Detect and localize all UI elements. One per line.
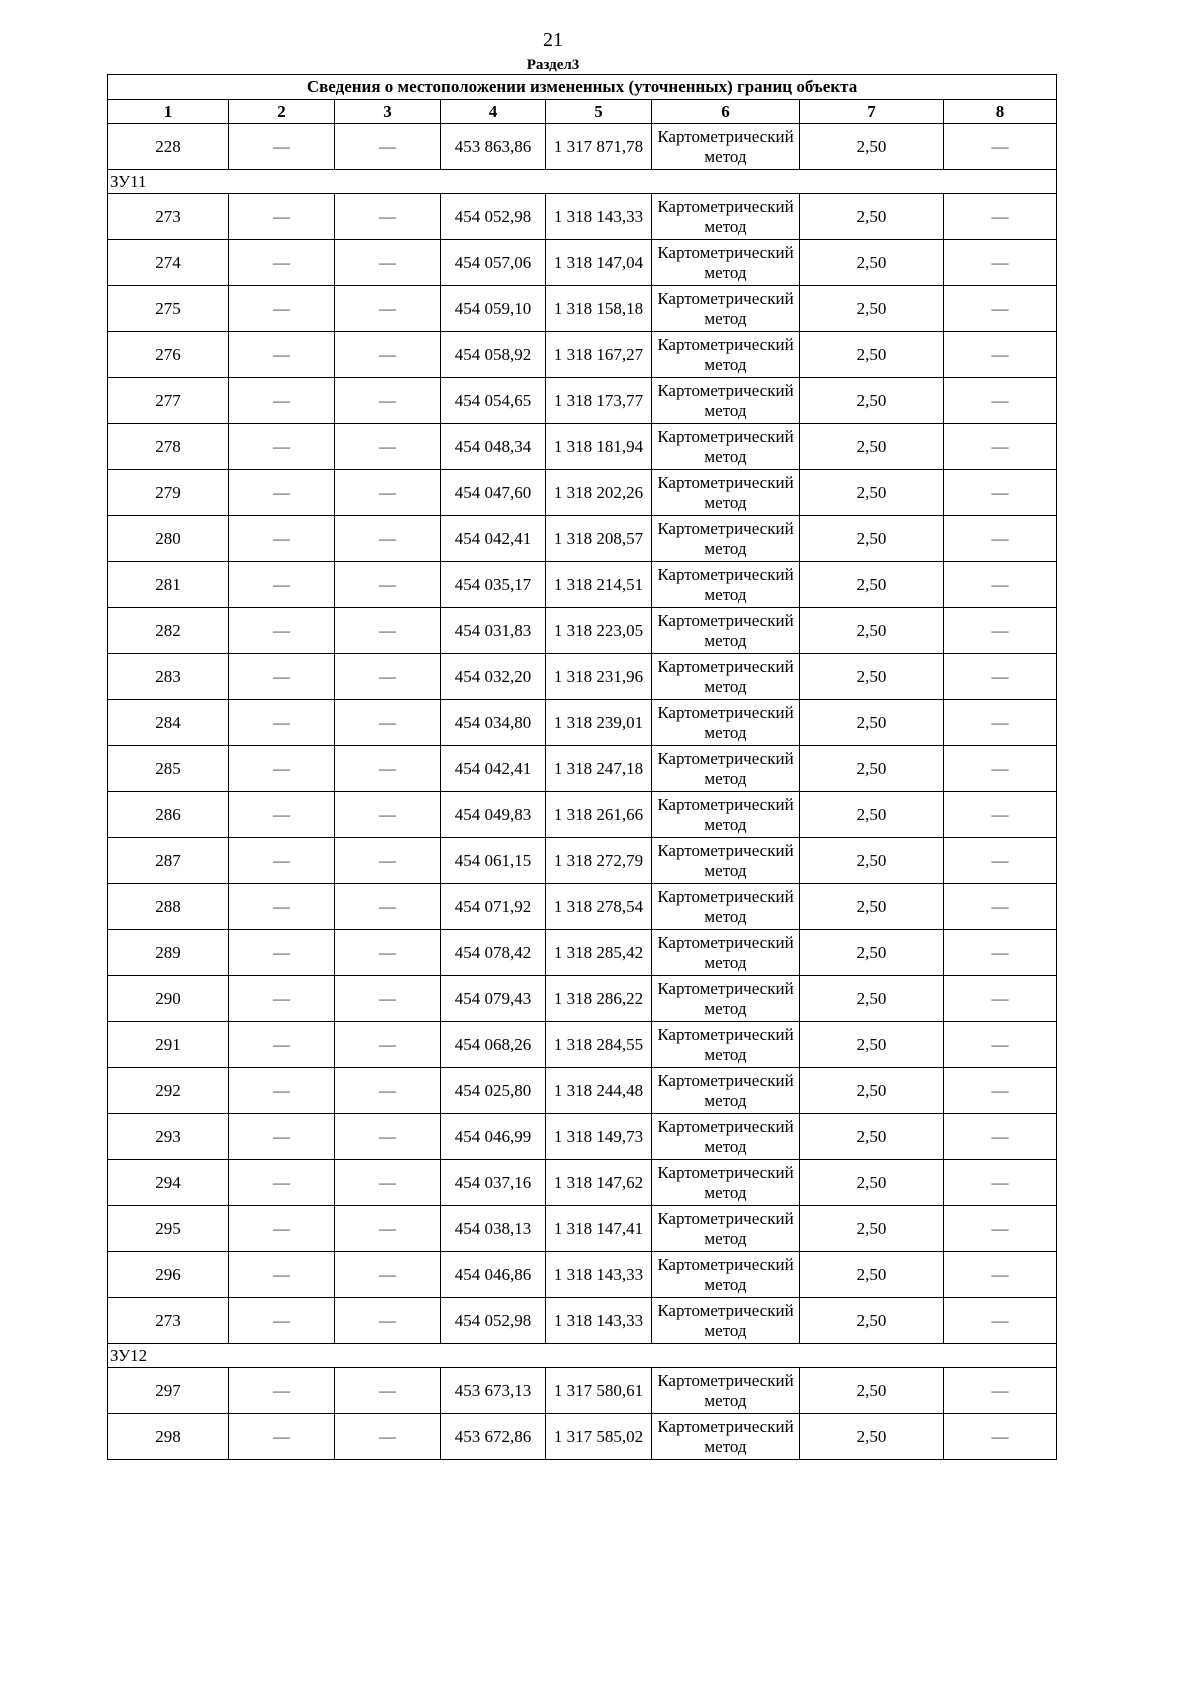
- point-number-cell: 288: [108, 884, 229, 930]
- table-row: [108, 976, 1057, 1022]
- col2-cell: —: [229, 240, 335, 286]
- table-row: [108, 700, 1057, 746]
- point-number-cell: 283: [108, 654, 229, 700]
- col8-cell: —: [944, 240, 1057, 286]
- col3-cell: —: [335, 194, 441, 240]
- col8-cell: —: [944, 608, 1057, 654]
- point-number-cell: 274: [108, 240, 229, 286]
- point-number-cell: 278: [108, 424, 229, 470]
- col2-cell: —: [229, 286, 335, 332]
- y-coordinate-cell: 1 318 231,96: [546, 654, 652, 700]
- col8-cell: —: [944, 194, 1057, 240]
- method-cell: Картометрический метод: [652, 1368, 800, 1414]
- x-coordinate-cell: 454 052,98: [441, 194, 546, 240]
- col8-cell: —: [944, 838, 1057, 884]
- point-number-cell: 295: [108, 1206, 229, 1252]
- precision-cell: 2,50: [800, 424, 944, 470]
- y-coordinate-cell: 1 318 143,33: [546, 1252, 652, 1298]
- table-row: [108, 1252, 1057, 1298]
- column-number: 1: [108, 100, 229, 124]
- x-coordinate-cell: 454 034,80: [441, 700, 546, 746]
- x-coordinate-cell: 454 025,80: [441, 1068, 546, 1114]
- point-number-cell: 293: [108, 1114, 229, 1160]
- method-cell: Картометрический метод: [652, 1068, 800, 1114]
- y-coordinate-cell: 1 318 158,18: [546, 286, 652, 332]
- col2-cell: —: [229, 124, 335, 170]
- section-title: Раздел3: [526, 57, 580, 73]
- point-number-cell: 285: [108, 746, 229, 792]
- col3-cell: —: [335, 654, 441, 700]
- col8-cell: —: [944, 930, 1057, 976]
- column-number: 3: [335, 100, 441, 124]
- precision-cell: 2,50: [800, 976, 944, 1022]
- col3-cell: —: [335, 562, 441, 608]
- col2-cell: —: [229, 1114, 335, 1160]
- y-coordinate-cell: 1 318 284,55: [546, 1022, 652, 1068]
- point-number-cell: 287: [108, 838, 229, 884]
- method-cell: Картометрический метод: [652, 1206, 800, 1252]
- y-coordinate-cell: 1 318 286,22: [546, 976, 652, 1022]
- col8-cell: —: [944, 1414, 1057, 1460]
- table-row: [108, 424, 1057, 470]
- y-coordinate-cell: 1 318 272,79: [546, 838, 652, 884]
- precision-cell: 2,50: [800, 1368, 944, 1414]
- method-cell: Картометрический метод: [652, 470, 800, 516]
- table-row: [108, 1368, 1057, 1414]
- point-number-cell: 292: [108, 1068, 229, 1114]
- column-number: 8: [944, 100, 1057, 124]
- x-coordinate-cell: 454 037,16: [441, 1160, 546, 1206]
- y-coordinate-cell: 1 318 202,26: [546, 470, 652, 516]
- x-coordinate-cell: 454 035,17: [441, 562, 546, 608]
- x-coordinate-cell: 453 863,86: [441, 124, 546, 170]
- col8-cell: —: [944, 1368, 1057, 1414]
- col3-cell: —: [335, 1368, 441, 1414]
- col3-cell: —: [335, 1160, 441, 1206]
- col8-cell: —: [944, 884, 1057, 930]
- column-numbers-row: [108, 100, 1057, 124]
- column-number: 2: [229, 100, 335, 124]
- method-cell: Картометрический метод: [652, 194, 800, 240]
- method-cell: Картометрический метод: [652, 1114, 800, 1160]
- precision-cell: 2,50: [800, 1252, 944, 1298]
- precision-cell: 2,50: [800, 286, 944, 332]
- precision-cell: 2,50: [800, 516, 944, 562]
- point-number-cell: 279: [108, 470, 229, 516]
- group-label: ЗУ12: [108, 1344, 1057, 1368]
- boundary-coordinates-table: [107, 74, 1057, 1460]
- precision-cell: 2,50: [800, 930, 944, 976]
- group-row: [108, 1344, 1057, 1368]
- x-coordinate-cell: 454 057,06: [441, 240, 546, 286]
- col8-cell: —: [944, 1068, 1057, 1114]
- precision-cell: 2,50: [800, 332, 944, 378]
- method-cell: Картометрический метод: [652, 700, 800, 746]
- x-coordinate-cell: 453 672,86: [441, 1414, 546, 1460]
- col3-cell: —: [335, 608, 441, 654]
- point-number-cell: 291: [108, 1022, 229, 1068]
- col3-cell: —: [335, 1252, 441, 1298]
- col8-cell: —: [944, 286, 1057, 332]
- point-number-cell: 273: [108, 1298, 229, 1344]
- x-coordinate-cell: 454 059,10: [441, 286, 546, 332]
- col3-cell: —: [335, 1414, 441, 1460]
- col3-cell: —: [335, 424, 441, 470]
- col3-cell: —: [335, 792, 441, 838]
- y-coordinate-cell: 1 318 278,54: [546, 884, 652, 930]
- x-coordinate-cell: 454 049,83: [441, 792, 546, 838]
- precision-cell: 2,50: [800, 654, 944, 700]
- table-row: [108, 516, 1057, 562]
- col2-cell: —: [229, 884, 335, 930]
- method-cell: Картометрический метод: [652, 838, 800, 884]
- col8-cell: —: [944, 1252, 1057, 1298]
- col8-cell: —: [944, 424, 1057, 470]
- point-number-cell: 276: [108, 332, 229, 378]
- y-coordinate-cell: 1 318 214,51: [546, 562, 652, 608]
- x-coordinate-cell: 454 079,43: [441, 976, 546, 1022]
- y-coordinate-cell: 1 318 143,33: [546, 1298, 652, 1344]
- point-number-cell: 290: [108, 976, 229, 1022]
- col2-cell: —: [229, 516, 335, 562]
- method-cell: Картометрический метод: [652, 930, 800, 976]
- col2-cell: —: [229, 194, 335, 240]
- table-row: [108, 1298, 1057, 1344]
- table-row: [108, 1160, 1057, 1206]
- col8-cell: —: [944, 1206, 1057, 1252]
- point-number-cell: 280: [108, 516, 229, 562]
- col3-cell: —: [335, 470, 441, 516]
- col2-cell: —: [229, 1206, 335, 1252]
- method-cell: Картометрический метод: [652, 746, 800, 792]
- x-coordinate-cell: 454 052,98: [441, 1298, 546, 1344]
- point-number-cell: 277: [108, 378, 229, 424]
- col2-cell: —: [229, 562, 335, 608]
- precision-cell: 2,50: [800, 1022, 944, 1068]
- col2-cell: —: [229, 1160, 335, 1206]
- x-coordinate-cell: 454 047,60: [441, 470, 546, 516]
- column-number: 6: [652, 100, 800, 124]
- precision-cell: 2,50: [800, 1414, 944, 1460]
- table-row: [108, 562, 1057, 608]
- col3-cell: —: [335, 240, 441, 286]
- precision-cell: 2,50: [800, 1068, 944, 1114]
- col8-cell: —: [944, 378, 1057, 424]
- point-number-cell: 294: [108, 1160, 229, 1206]
- point-number-cell: 273: [108, 194, 229, 240]
- y-coordinate-cell: 1 318 149,73: [546, 1114, 652, 1160]
- table-row: [108, 378, 1057, 424]
- col2-cell: —: [229, 470, 335, 516]
- precision-cell: 2,50: [800, 470, 944, 516]
- table-row: [108, 286, 1057, 332]
- col2-cell: —: [229, 1414, 335, 1460]
- point-number-cell: 282: [108, 608, 229, 654]
- point-number-cell: 297: [108, 1368, 229, 1414]
- point-number-cell: 296: [108, 1252, 229, 1298]
- method-cell: Картометрический метод: [652, 976, 800, 1022]
- method-cell: Картометрический метод: [652, 792, 800, 838]
- y-coordinate-cell: 1 317 585,02: [546, 1414, 652, 1460]
- col3-cell: —: [335, 838, 441, 884]
- x-coordinate-cell: 454 042,41: [441, 516, 546, 562]
- col2-cell: —: [229, 378, 335, 424]
- column-number: 4: [441, 100, 546, 124]
- table-row: [108, 1068, 1057, 1114]
- table-row: [108, 1206, 1057, 1252]
- col3-cell: —: [335, 124, 441, 170]
- precision-cell: 2,50: [800, 1298, 944, 1344]
- col8-cell: —: [944, 470, 1057, 516]
- col3-cell: —: [335, 1206, 441, 1252]
- group-label: ЗУ11: [108, 170, 1057, 194]
- col8-cell: —: [944, 1114, 1057, 1160]
- table-body: [108, 75, 1057, 1460]
- col2-cell: —: [229, 976, 335, 1022]
- precision-cell: 2,50: [800, 194, 944, 240]
- y-coordinate-cell: 1 318 143,33: [546, 194, 652, 240]
- point-number-cell: 286: [108, 792, 229, 838]
- precision-cell: 2,50: [800, 378, 944, 424]
- y-coordinate-cell: 1 318 247,18: [546, 746, 652, 792]
- col8-cell: —: [944, 976, 1057, 1022]
- column-number: 5: [546, 100, 652, 124]
- col3-cell: —: [335, 516, 441, 562]
- table-row: [108, 470, 1057, 516]
- col8-cell: —: [944, 124, 1057, 170]
- page-number: 21: [543, 29, 563, 51]
- method-cell: Картометрический метод: [652, 654, 800, 700]
- x-coordinate-cell: 454 071,92: [441, 884, 546, 930]
- col3-cell: —: [335, 378, 441, 424]
- table-caption: Сведения о местоположении измененных (уточненных) границ объекта: [108, 75, 1057, 100]
- method-cell: Картометрический метод: [652, 1414, 800, 1460]
- col2-cell: —: [229, 1252, 335, 1298]
- point-number-cell: 298: [108, 1414, 229, 1460]
- column-number: 7: [800, 100, 944, 124]
- col3-cell: —: [335, 1114, 441, 1160]
- precision-cell: 2,50: [800, 884, 944, 930]
- x-coordinate-cell: 454 061,15: [441, 838, 546, 884]
- precision-cell: 2,50: [800, 1160, 944, 1206]
- method-cell: Картометрический метод: [652, 240, 800, 286]
- col8-cell: —: [944, 746, 1057, 792]
- method-cell: Картометрический метод: [652, 562, 800, 608]
- col2-cell: —: [229, 424, 335, 470]
- col8-cell: —: [944, 700, 1057, 746]
- col3-cell: —: [335, 1068, 441, 1114]
- method-cell: Картометрический метод: [652, 1298, 800, 1344]
- col3-cell: —: [335, 976, 441, 1022]
- precision-cell: 2,50: [800, 240, 944, 286]
- y-coordinate-cell: 1 318 285,42: [546, 930, 652, 976]
- method-cell: Картометрический метод: [652, 424, 800, 470]
- precision-cell: 2,50: [800, 792, 944, 838]
- col2-cell: —: [229, 332, 335, 378]
- col2-cell: —: [229, 1022, 335, 1068]
- col2-cell: —: [229, 1068, 335, 1114]
- col2-cell: —: [229, 746, 335, 792]
- col8-cell: —: [944, 1160, 1057, 1206]
- precision-cell: 2,50: [800, 746, 944, 792]
- col3-cell: —: [335, 884, 441, 930]
- table-row: [108, 746, 1057, 792]
- x-coordinate-cell: 454 058,92: [441, 332, 546, 378]
- y-coordinate-cell: 1 318 147,04: [546, 240, 652, 286]
- point-number-cell: 228: [108, 124, 229, 170]
- col8-cell: —: [944, 562, 1057, 608]
- table-row: [108, 654, 1057, 700]
- method-cell: Картометрический метод: [652, 516, 800, 562]
- col2-cell: —: [229, 792, 335, 838]
- table-row: [108, 194, 1057, 240]
- method-cell: Картометрический метод: [652, 1160, 800, 1206]
- x-coordinate-cell: 454 046,86: [441, 1252, 546, 1298]
- table-row: [108, 838, 1057, 884]
- y-coordinate-cell: 1 317 871,78: [546, 124, 652, 170]
- col8-cell: —: [944, 516, 1057, 562]
- col2-cell: —: [229, 838, 335, 884]
- precision-cell: 2,50: [800, 608, 944, 654]
- col3-cell: —: [335, 1022, 441, 1068]
- x-coordinate-cell: 454 078,42: [441, 930, 546, 976]
- precision-cell: 2,50: [800, 838, 944, 884]
- table-row: [108, 240, 1057, 286]
- table-row: [108, 792, 1057, 838]
- table-row: [108, 1022, 1057, 1068]
- col2-cell: —: [229, 700, 335, 746]
- table-row: [108, 930, 1057, 976]
- col2-cell: —: [229, 608, 335, 654]
- col3-cell: —: [335, 1298, 441, 1344]
- col2-cell: —: [229, 930, 335, 976]
- y-coordinate-cell: 1 318 147,41: [546, 1206, 652, 1252]
- col2-cell: —: [229, 1368, 335, 1414]
- y-coordinate-cell: 1 318 239,01: [546, 700, 652, 746]
- col8-cell: —: [944, 654, 1057, 700]
- table-row: [108, 332, 1057, 378]
- x-coordinate-cell: 454 032,20: [441, 654, 546, 700]
- col8-cell: —: [944, 332, 1057, 378]
- y-coordinate-cell: 1 318 167,27: [546, 332, 652, 378]
- col3-cell: —: [335, 332, 441, 378]
- method-cell: Картометрический метод: [652, 884, 800, 930]
- y-coordinate-cell: 1 317 580,61: [546, 1368, 652, 1414]
- col8-cell: —: [944, 1298, 1057, 1344]
- x-coordinate-cell: 454 046,99: [441, 1114, 546, 1160]
- precision-cell: 2,50: [800, 1206, 944, 1252]
- y-coordinate-cell: 1 318 208,57: [546, 516, 652, 562]
- col3-cell: —: [335, 746, 441, 792]
- y-coordinate-cell: 1 318 173,77: [546, 378, 652, 424]
- method-cell: Картометрический метод: [652, 378, 800, 424]
- method-cell: Картометрический метод: [652, 332, 800, 378]
- point-number-cell: 275: [108, 286, 229, 332]
- col2-cell: —: [229, 1298, 335, 1344]
- method-cell: Картометрический метод: [652, 1252, 800, 1298]
- table-row: [108, 884, 1057, 930]
- method-cell: Картометрический метод: [652, 124, 800, 170]
- x-coordinate-cell: 454 042,41: [441, 746, 546, 792]
- col3-cell: —: [335, 700, 441, 746]
- precision-cell: 2,50: [800, 124, 944, 170]
- precision-cell: 2,50: [800, 562, 944, 608]
- x-coordinate-cell: 454 031,83: [441, 608, 546, 654]
- col3-cell: —: [335, 930, 441, 976]
- y-coordinate-cell: 1 318 244,48: [546, 1068, 652, 1114]
- y-coordinate-cell: 1 318 181,94: [546, 424, 652, 470]
- method-cell: Картометрический метод: [652, 608, 800, 654]
- col8-cell: —: [944, 1022, 1057, 1068]
- point-number-cell: 284: [108, 700, 229, 746]
- method-cell: Картометрический метод: [652, 1022, 800, 1068]
- x-coordinate-cell: 454 038,13: [441, 1206, 546, 1252]
- x-coordinate-cell: 454 068,26: [441, 1022, 546, 1068]
- col2-cell: —: [229, 654, 335, 700]
- y-coordinate-cell: 1 318 147,62: [546, 1160, 652, 1206]
- y-coordinate-cell: 1 318 223,05: [546, 608, 652, 654]
- col3-cell: —: [335, 286, 441, 332]
- point-number-cell: 289: [108, 930, 229, 976]
- precision-cell: 2,50: [800, 700, 944, 746]
- table-caption-row: [108, 75, 1057, 100]
- precision-cell: 2,50: [800, 1114, 944, 1160]
- table-row: [108, 608, 1057, 654]
- col8-cell: —: [944, 792, 1057, 838]
- table-row: [108, 1414, 1057, 1460]
- table-row: [108, 124, 1057, 170]
- point-number-cell: 281: [108, 562, 229, 608]
- x-coordinate-cell: 453 673,13: [441, 1368, 546, 1414]
- method-cell: Картометрический метод: [652, 286, 800, 332]
- group-row: [108, 170, 1057, 194]
- x-coordinate-cell: 454 054,65: [441, 378, 546, 424]
- table-row: [108, 1114, 1057, 1160]
- y-coordinate-cell: 1 318 261,66: [546, 792, 652, 838]
- x-coordinate-cell: 454 048,34: [441, 424, 546, 470]
